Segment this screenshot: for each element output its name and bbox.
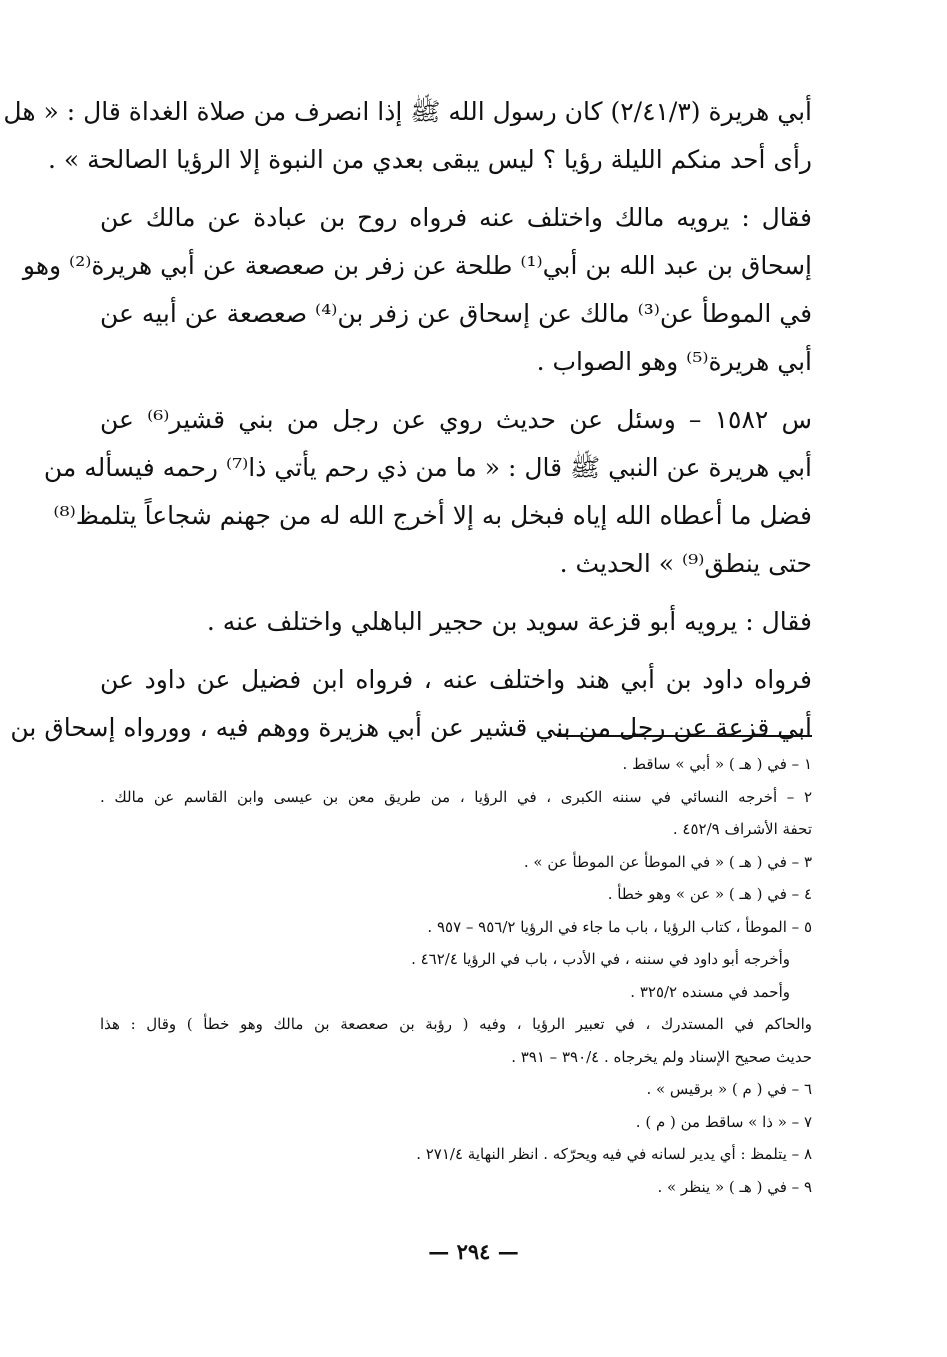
footnote-line: ٧ – « ذا » ساقط من ( م ) .: [635, 1112, 812, 1131]
text-line: في الموطأ عن⁽³⁾ مالك عن إسحاق عن زفر بن⁽⁴⁾ صعصعة عن أبيه عن: [100, 299, 813, 328]
paragraph-gap: [100, 646, 812, 656]
footnote-line: ٨ – يتلمظ : أي يدير لسانه في فيه ويحرّكه . انظر النهاية ٢٧١/٤ .: [416, 1145, 812, 1163]
text-line: فرواه داود بن أبي هند واختلف عنه ، فرواه ابن فضيل عن داود عن: [100, 665, 812, 694]
text-line: إسحاق بن عبد الله بن أبي⁽¹⁾ طلحة عن زفر بن صعصعة عن أبي هريرة⁽²⁾ وهو: [22, 251, 812, 280]
paragraph-gap: [100, 386, 812, 396]
text-line: حتى ينطق⁽⁹⁾ » الحديث .: [559, 549, 812, 578]
text-line: أبي هريرة⁽⁵⁾ وهو الصواب .: [536, 347, 812, 376]
text-line: أبي هريرة عن النبي ﷺ قال : « ما من ذي رحم يأتي ذا⁽⁷⁾ رحمه فيسأله من: [43, 453, 812, 482]
text-line: أبي قزعة عن رجل من بني قشير عن أبي هزيرة ووهم فيه ، وورواه إسحاق بن: [10, 713, 812, 742]
paragraph-gap: [100, 588, 812, 598]
footnote-line: ١ – في ( هـ ) « أبي » ساقط .: [622, 755, 812, 773]
footnote-line: ٢ – أخرجه النسائي في سننه الكبرى ، في الرؤيا ، من طريق معن بن عيسى وابن القاسم عن مالك .: [100, 787, 812, 806]
text-line: فضل ما أعطاه الله إياه فبخل به إلا أخرج الله له من جهنم شجاعاً يتلمظ⁽⁸⁾: [53, 501, 812, 530]
footnote-line: ٩ – في ( هـ ) « ينظر » .: [657, 1177, 812, 1196]
page-number: — ٢٩٤ —: [428, 1239, 519, 1264]
paragraph-gap: [100, 184, 812, 194]
footnote-line: حديث صحيح الإسناد ولم يخرجاه . ٣٩٠/٤ – ٣٩١ .: [511, 1047, 812, 1066]
text-line: فقال : يرويه مالك واختلف عنه فرواه روح بن عبادة عن مالك عن: [100, 203, 812, 232]
footnote-divider: [557, 735, 812, 737]
footnote-line: والحاكم في المستدرك ، في تعبير الرؤيا ، وفيه ( رؤبة بن صعصعة بن مالك وهو خطأ ) وقال : هذا: [100, 1015, 812, 1033]
main-text: [3, 88, 813, 752]
question-heading-line: س ١٥٨٢ – وسئل عن حديث روي عن رجل من بني قشير⁽⁶⁾ عن: [100, 405, 812, 434]
footnote-line: ٤ – في ( هـ ) « عن » وهو خطأ .: [607, 885, 812, 903]
text-line: أبي هريرة (٢/٤١/٣) كان رسول الله ﷺ إذا انصرف من صلاة الغداة قال : « هل: [3, 97, 812, 126]
text-line: رأى أحد منكم الليلة رؤيا ؟ ليس يبقى بعدي من النبوة إلا الرؤيا الصالحة » .: [47, 145, 812, 174]
footnote-line: وأخرجه أبو داود في سننه ، في الأدب ، باب في الرؤيا ٤٦٢/٤ .: [411, 950, 790, 968]
text-line: فقال : يرويه أبو قزعة سويد بن حجير الباهلي واختلف عنه .: [206, 607, 812, 636]
footnote-line: وأحمد في مسنده ٣٢٥/٢ .: [630, 982, 790, 1001]
footnote-line: ٦ – في ( م ) « برقيس » .: [646, 1080, 812, 1098]
footnote-line: ٥ – الموطأ ، كتاب الرؤيا ، باب ما جاء في الرؤيا ٩٥٦/٢ – ٩٥٧ .: [427, 917, 812, 936]
footnotes: [100, 748, 812, 1203]
footnote-line: تحفة الأشراف ٤٥٢/٩ .: [672, 820, 812, 838]
footnote-line: ٣ – في ( هـ ) « في الموطأ عن الموطأ عن » .: [523, 852, 812, 871]
